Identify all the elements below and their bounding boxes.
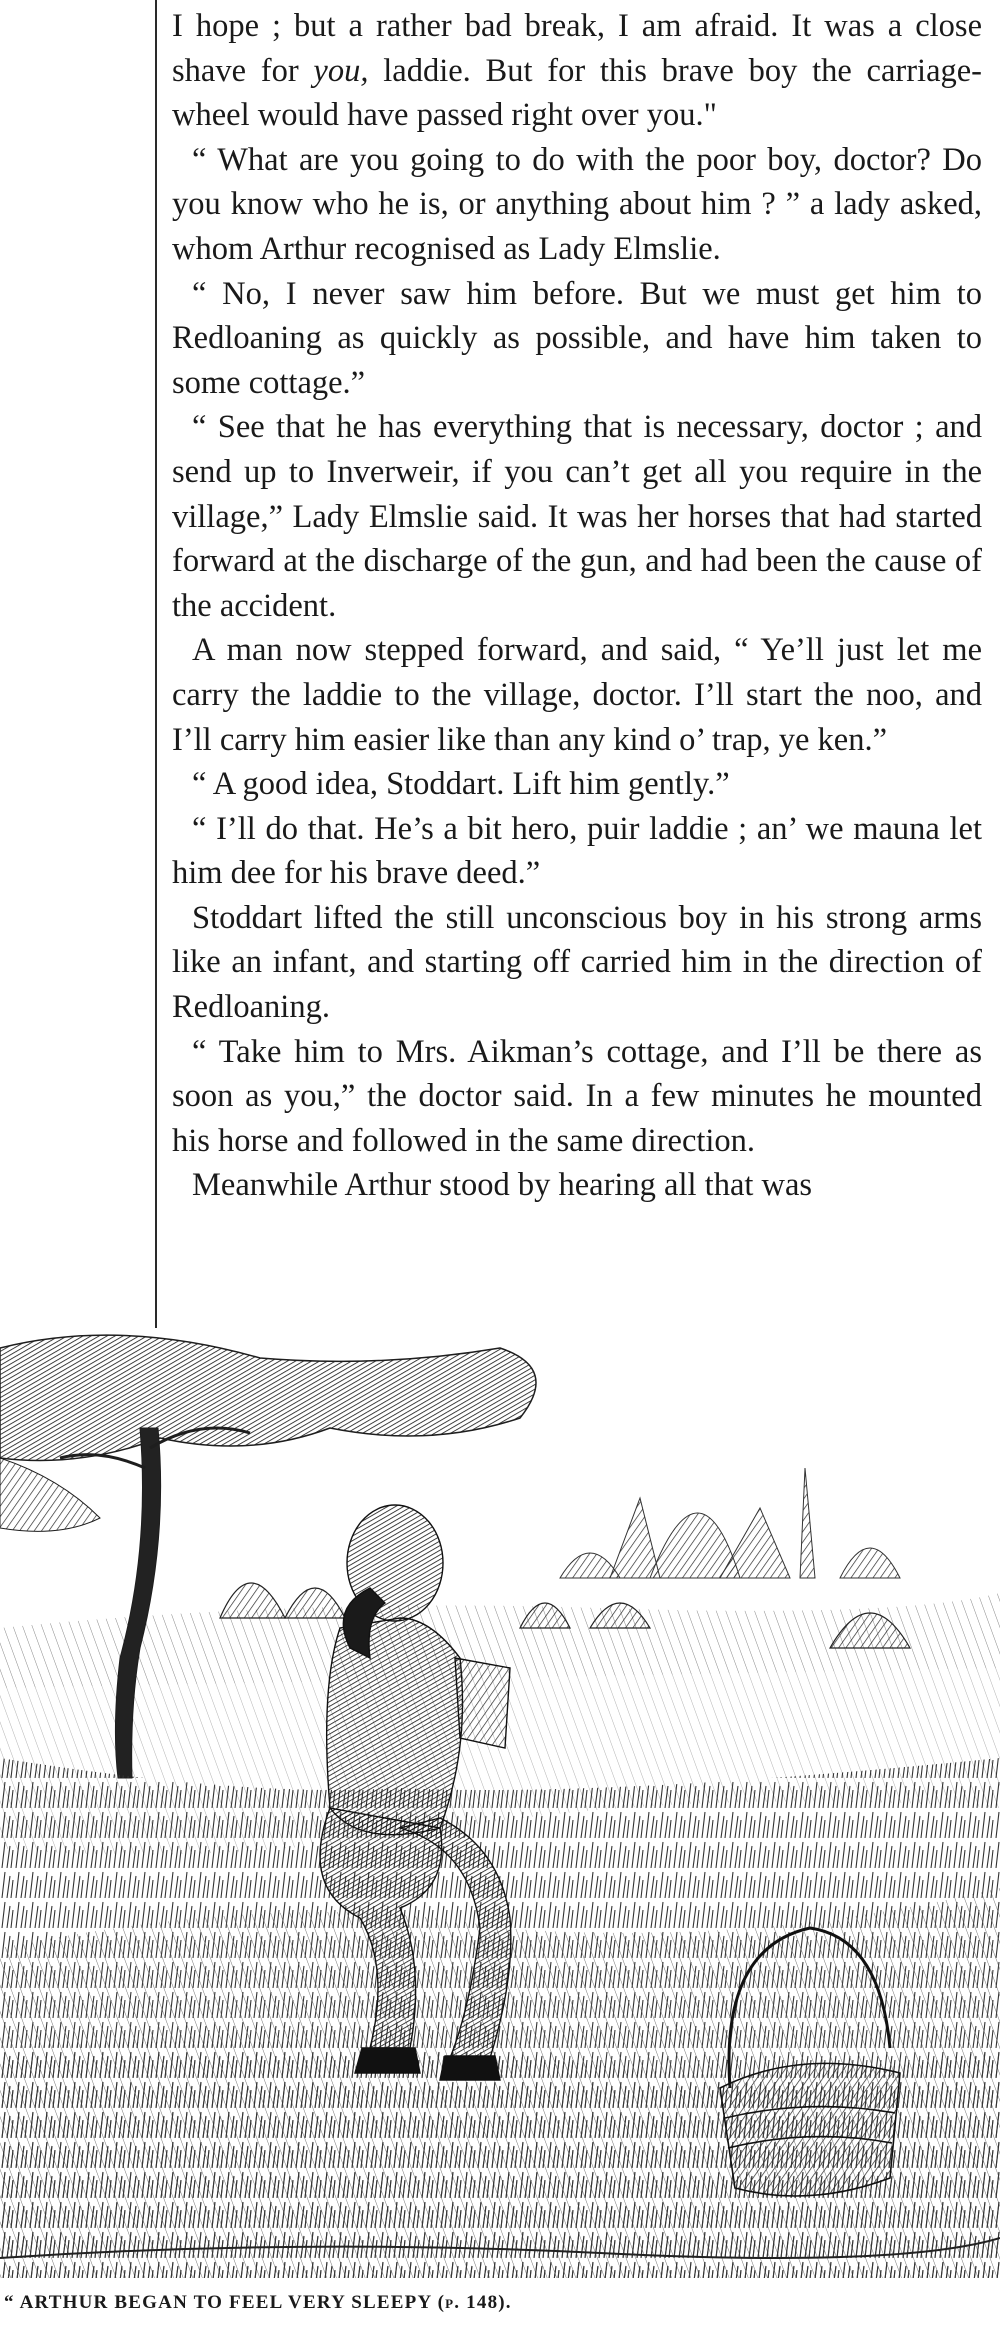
paragraph-text: A man now stepped forward, and said, “ Ye’ll just let me carry the laddie to the village, doctor. I’ll start the noo, and I’ll carry him easier like than any kind o’ trap, ye ken.”: [172, 632, 982, 758]
paragraph: [172, 762, 982, 807]
paragraph: [172, 896, 982, 1030]
paragraph: [172, 1030, 982, 1164]
paragraph: [172, 138, 982, 272]
paragraph-text: Stoddart lifted the still unconscious boy in his strong arms like an infant, and starting off carried him in the direction of Redloaning.: [172, 899, 982, 1026]
paragraph-text: “ No, I never saw him before. But we must get him to Redloaning as quickly as possible, and have him taken to some cottage.”: [172, 275, 982, 401]
paragraph: [172, 1163, 982, 1208]
illustration-caption: “ ARTHUR BEGAN TO FEEL VERY SLEEPY (p. 148).: [4, 2292, 512, 2313]
paragraph: [172, 272, 982, 406]
paragraph-text: Meanwhile Arthur stood by hearing all that was: [192, 1167, 813, 1204]
paragraph: [172, 405, 982, 628]
paragraph-text: I hope ; but a rather bad break, I am afraid. It was a close shave for: [172, 8, 982, 89]
paragraph-text: “ Take him to Mrs. Aikman’s cottage, and I’ll be there as soon as you,” the doctor said. In a few minutes he mounted his horse and followed in the same direction.: [172, 1033, 982, 1159]
emphasis-text: you,: [313, 52, 369, 89]
paragraph-text: “ What are you going to do with the poor boy, doctor? Do you know who he is, or anything about him ? ” a lady asked, whom Arthur recognised as Lady Elmslie.: [172, 141, 982, 267]
paragraph-text: “ A good idea, Stoddart. Lift him gently.”: [192, 766, 730, 803]
paragraph-text: laddie. But for this brave boy the carriage-wheel would have passed right over you.": [172, 52, 982, 134]
paragraph: [172, 4, 982, 138]
paragraph: [172, 807, 982, 896]
paragraph-text: “ I’ll do that. He’s a bit hero, puir laddie ; an’ we mauna let him dee for his brave deed.”: [172, 810, 982, 892]
body-text: [172, 4, 982, 1208]
margin-rule: [155, 0, 157, 1330]
engraving-illustration: [0, 1328, 1000, 2278]
paragraph-text: “ See that he has everything that is necessary, doctor ; and send up to Inverweir, if you can’t get all you require in the village,” Lady Elmslie said. It was her horses that had started forward at the discharge of the gun, and had been the cause of the accident.: [172, 409, 982, 624]
paragraph: [172, 628, 982, 762]
